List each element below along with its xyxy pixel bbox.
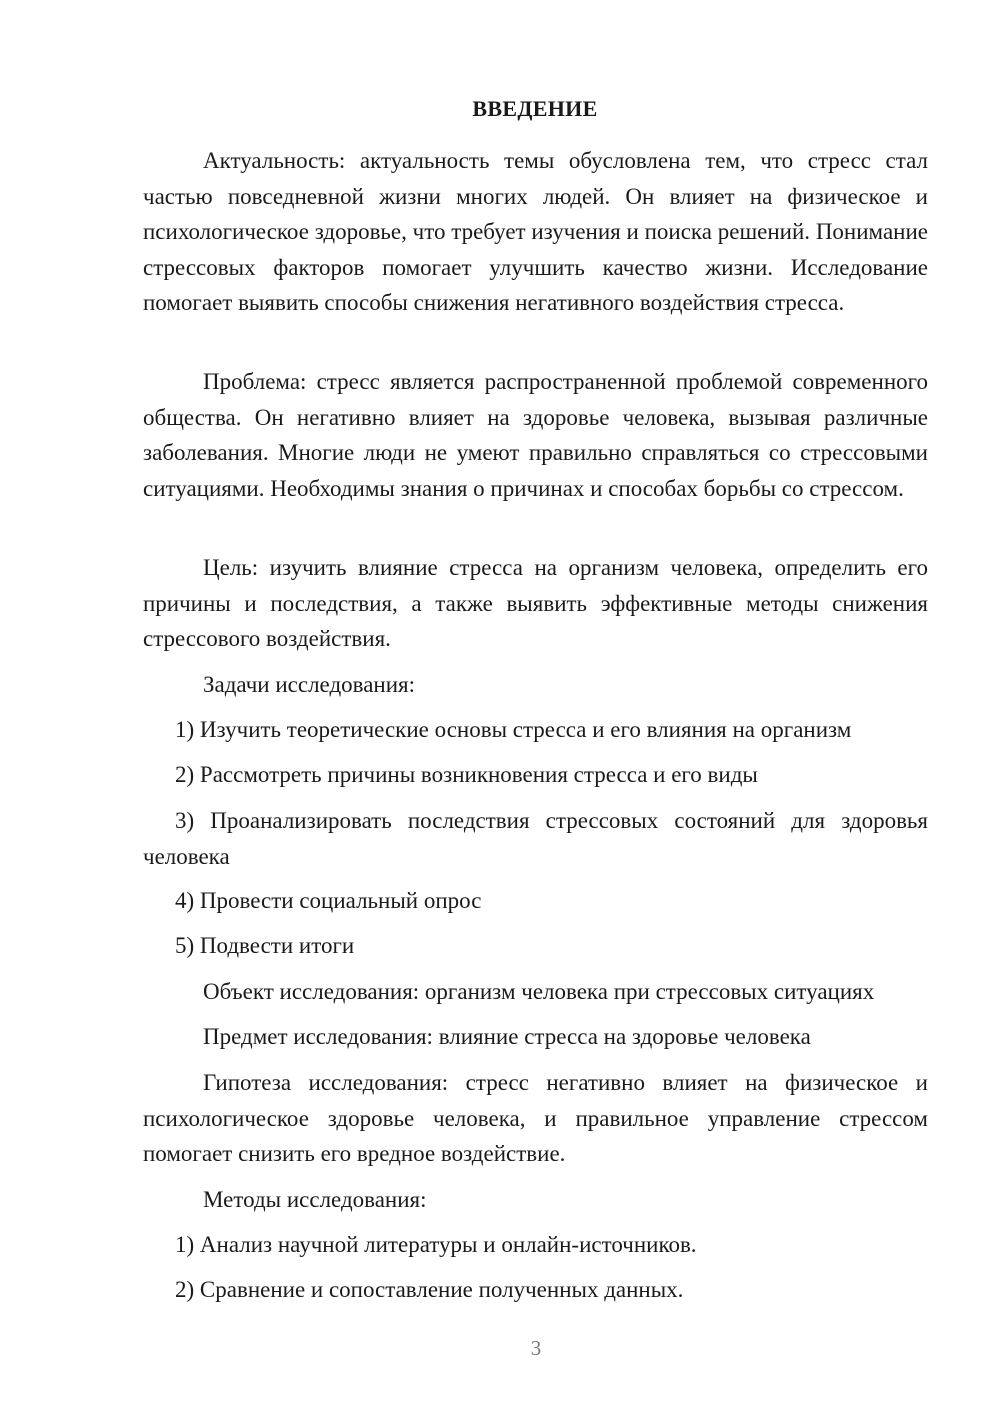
methods-heading: Методы исследования: [203,1187,427,1212]
task-item-3: 3) Проанализировать последствия стрессовых состояний для здоровья человека [143,808,928,869]
relevance-paragraph: Актуальность: актуальность темы обусловлена тем, что стресс стал частью повседневной жизни многих людей. Он влияет на физическое и психологическое здоровье, что требует изучения и поиска решений. Понимание стрессовых факторов помогает улучшить качество жизни. Исследование помогает выявить способы снижения негативного воздействия стресса. [143,148,928,315]
hypothesis-paragraph: Гипотеза исследования: стресс негативно влияет на физическое и психологическое здоровье человека, и правильное управление стрессом помогает снизить его вредное воздействие. [143,1070,928,1166]
task-item-5: 5) Подвести итоги [175,933,355,958]
task-item-1: 1) Изучить теоретические основы стресса и его влияния на организм [175,717,852,742]
subject-paragraph: Предмет исследования: влияние стресса на здоровье человека [203,1024,811,1049]
section-title: ВВЕДЕНИЕ [472,96,598,121]
method-item-2: 2) Сравнение и сопоставление полученных данных. [175,1277,684,1302]
task-item-2: 2) Рассмотреть причины возникновения стресса и его виды [175,762,758,787]
task-item-4: 4) Провести социальный опрос [175,888,482,913]
goal-paragraph: Цель: изучить влияние стресса на организм человека, определить его причины и последствия, а также выявить эффективные методы снижения стрессового воздействия. [143,555,928,651]
problem-paragraph: Проблема: стресс является распространенной проблемой современного общества. Он негативно влияет на здоровье человека, вызывая различные заболевания. Многие люди не умеют правильно справляться со стрессовыми ситуациями. Необходимы знания о причинах и способах борьбы со стрессом. [143,369,928,501]
object-paragraph: Объект исследования: организм человека при стрессовых ситуациях [203,979,875,1004]
method-item-1: 1) Анализ научной литературы и онлайн-источников. [175,1232,697,1257]
page-number: 3 [530,1336,542,1360]
tasks-heading: Задачи исследования: [203,672,416,697]
